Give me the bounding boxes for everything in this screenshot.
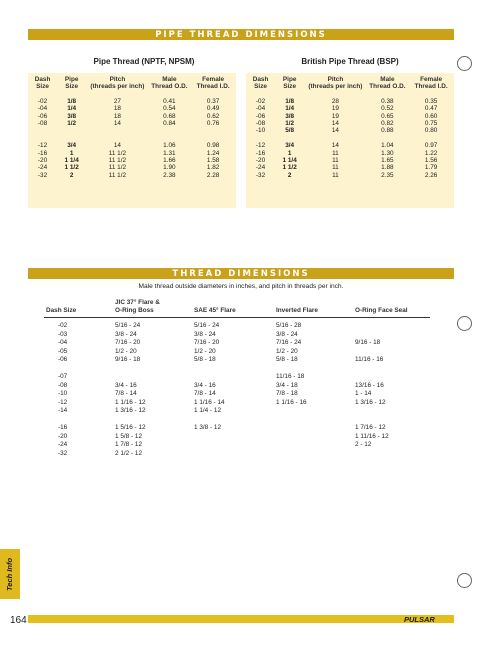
bsp-cell: -08 xyxy=(255,120,266,128)
bsp-cell: -20 xyxy=(255,157,266,165)
nptf-header-4-line2: Thread I.D. xyxy=(196,83,230,91)
dash-size-cell: -06 xyxy=(58,356,68,363)
thread-spec-cell: 7/8 - 18 xyxy=(276,390,298,397)
thread-spec-cell: 7/16 - 20 xyxy=(194,339,220,346)
bsp-cell: -04 xyxy=(255,105,266,113)
nptf-header-1-line2: Size xyxy=(65,83,79,91)
table-row xyxy=(28,172,236,179)
nptf-cell: 1.24 xyxy=(206,149,220,157)
nptf-cell: -02 xyxy=(37,97,48,105)
table-row xyxy=(246,164,454,171)
nptf-cell: 1.66 xyxy=(163,157,176,165)
bsp-cell xyxy=(275,135,304,142)
table-row xyxy=(246,172,454,179)
nptf-cell: -12 xyxy=(37,142,48,150)
nptf-cell: 1 1/2 xyxy=(64,164,79,172)
nptf-cell xyxy=(149,127,191,134)
bsp-header-3-line2: Thread O.D. xyxy=(369,83,406,91)
bsp-header-0-line1: Dash xyxy=(252,76,269,83)
thread-spec-cell: 1 - 14 xyxy=(355,390,372,397)
thread-section-subtitle: Male thread outside diameters in inches, and pitch in threads per inch. xyxy=(138,283,344,290)
thread-spec-cell: 5/16 - 24 xyxy=(115,322,141,329)
bsp-cell: 3/4 xyxy=(285,142,295,150)
nptf-cell: 0.68 xyxy=(163,112,176,120)
dash-size-cell: -24 xyxy=(58,441,68,448)
bsp-cell: 19 xyxy=(331,112,339,120)
thread-spec-cell: 1/2 - 20 xyxy=(115,347,137,355)
bsp-cell: 0.82 xyxy=(381,120,394,128)
thread-spec-cell: 1 7/16 - 12 xyxy=(355,424,386,431)
table-row xyxy=(28,142,236,149)
thread-spec-cell: 1 7/8 - 12 xyxy=(115,441,143,448)
nptf-cell: 1.90 xyxy=(163,164,176,172)
thread-spec-cell: 13/16 - 16 xyxy=(355,381,384,389)
nptf-header-0-line2: Size xyxy=(36,83,49,91)
nptf-cell: 0.49 xyxy=(206,105,220,113)
bsp-cell: 14 xyxy=(331,120,339,128)
table-row xyxy=(28,135,236,142)
nptf-table xyxy=(28,73,236,208)
bsp-cell: 11 xyxy=(332,157,339,165)
nptf-cell: 1/8 xyxy=(67,97,77,105)
nptf-cell: 1/4 xyxy=(67,105,77,113)
bsp-cell: 0.97 xyxy=(424,142,438,150)
thread-spec-cell: 3/8 - 24 xyxy=(115,330,137,338)
thread-spec-cell: 1/2 - 20 xyxy=(276,347,298,355)
tech-info-label-wrap xyxy=(0,549,20,599)
bsp-cell: 28 xyxy=(331,97,339,105)
thread-spec-cell: 7/8 - 14 xyxy=(115,390,137,397)
bsp-cell: 0.38 xyxy=(381,97,394,105)
nptf-cell: 11 1/2 xyxy=(108,149,127,157)
table-row xyxy=(28,113,236,120)
nptf-header-2-line1: Pitch xyxy=(109,76,126,83)
nptf-cell: 14 xyxy=(113,142,121,150)
thread-spec-cell: 1 5/16 - 12 xyxy=(115,424,146,431)
table-row xyxy=(28,164,236,171)
bsp-cell: 1/2 xyxy=(285,120,295,128)
thread-spec-cell: 5/8 - 18 xyxy=(276,356,298,363)
nptf-cell: 11 1/2 xyxy=(108,164,127,172)
nptf-cell: 14 xyxy=(113,120,121,128)
thread-spec-cell: 9/16 - 18 xyxy=(355,339,381,346)
bsp-table xyxy=(246,73,454,208)
page-number: 164 xyxy=(10,615,27,626)
bsp-cell: 0.52 xyxy=(381,105,394,113)
binder-hole-bottom xyxy=(457,573,472,588)
dash-size-cell: -10 xyxy=(58,390,68,397)
bsp-cell: 2 xyxy=(287,171,292,179)
bsp-cell: 1.04 xyxy=(381,142,394,150)
table-row xyxy=(28,157,236,164)
header-jic-line1: JIC 37° Flare & xyxy=(115,299,160,306)
bsp-cell: -24 xyxy=(255,164,266,172)
nptf-cell: -16 xyxy=(37,149,48,157)
nptf-cell: 0.98 xyxy=(206,142,220,150)
bsp-header-0-line2: Size xyxy=(254,83,267,91)
table-row xyxy=(246,113,454,120)
thread-spec-cell: 5/8 - 18 xyxy=(194,356,216,363)
table-row xyxy=(28,150,236,157)
nptf-header-2-line2: (threads per inch) xyxy=(90,83,145,91)
bsp-cell: 1 1/4 xyxy=(282,157,297,165)
nptf-cell xyxy=(86,135,148,142)
footer-bar xyxy=(28,615,454,623)
thread-spec-cell: 7/8 - 14 xyxy=(194,390,216,397)
pipe-thread-section-title: PIPE THREAD DIMENSIONS xyxy=(155,29,327,40)
thread-section-bar xyxy=(28,268,454,279)
bsp-header-2-line1: Pitch xyxy=(327,76,344,83)
dash-size-cell: -16 xyxy=(58,424,68,431)
bsp-cell xyxy=(246,135,275,142)
nptf-cell: 0.37 xyxy=(206,97,220,105)
nptf-cell xyxy=(28,127,57,134)
bsp-cell: 2.35 xyxy=(381,171,394,179)
bsp-cell: 14 xyxy=(331,127,339,135)
dash-size-cell: -20 xyxy=(58,432,68,440)
nptf-cell: 3/8 xyxy=(67,112,77,120)
nptf-cell: 1.58 xyxy=(206,157,220,165)
bsp-header-4-line2: Thread I.D. xyxy=(414,83,448,91)
thread-spec-cell: 3/8 - 24 xyxy=(276,330,298,338)
binder-hole-top xyxy=(457,56,472,71)
bsp-cell: -16 xyxy=(255,149,266,157)
nptf-header-3-line1: Male xyxy=(162,76,177,83)
table-row xyxy=(28,105,236,112)
thread-spec-cell: 7/16 - 24 xyxy=(276,339,302,346)
bsp-cell: 14 xyxy=(331,142,339,150)
bsp-header-4-line1: Female xyxy=(420,76,443,83)
brand-logo-text: PULSAR xyxy=(404,615,435,624)
nptf-cell: 11 1/2 xyxy=(108,171,127,179)
nptf-cell: 1 1/4 xyxy=(64,157,79,165)
thread-spec-cell: 11/16 - 18 xyxy=(276,373,305,380)
dash-size-cell: -07 xyxy=(58,373,68,380)
nptf-cell: 1.31 xyxy=(163,149,176,157)
thread-spec-cell: 1 1/16 - 16 xyxy=(276,398,307,406)
bsp-cell: 1/8 xyxy=(285,97,295,105)
table-row xyxy=(28,120,236,127)
nptf-cell: 2.38 xyxy=(163,171,176,179)
dash-size-cell: -32 xyxy=(58,449,68,457)
thread-spec-cell: 2 1/2 - 12 xyxy=(115,449,143,457)
bsp-cell: 1 1/2 xyxy=(282,164,297,172)
nptf-header-3-line2: Thread O.D. xyxy=(151,83,188,91)
header-inverted-flare: Inverted Flare xyxy=(276,307,318,314)
nptf-cell: -32 xyxy=(37,171,48,179)
bsp-header-1-line1: Pipe xyxy=(282,76,297,83)
table-row xyxy=(28,127,236,134)
nptf-cell: 3/4 xyxy=(67,142,77,150)
bsp-cell: 1.65 xyxy=(381,157,394,165)
nptf-cell: -06 xyxy=(37,112,48,120)
nptf-cell xyxy=(190,127,236,134)
table-row xyxy=(246,157,454,164)
thread-spec-cell: 3/4 - 18 xyxy=(276,381,298,389)
nptf-cell: 18 xyxy=(113,112,121,120)
table-row xyxy=(246,98,454,105)
bsp-header-1-line2: Size xyxy=(283,83,297,91)
nptf-title: Pipe Thread (NPTF, NPSM) xyxy=(93,57,195,66)
nptf-cell: 11 1/2 xyxy=(108,157,127,165)
thread-spec-cell: 2 - 12 xyxy=(355,441,372,448)
bsp-cell xyxy=(408,135,454,142)
table-row xyxy=(246,135,454,142)
bsp-cell: 0.75 xyxy=(424,120,438,128)
binder-hole-middle xyxy=(457,316,472,331)
thread-spec-cell: 1 3/16 - 12 xyxy=(355,398,386,406)
bsp-cell: 0.80 xyxy=(424,127,438,135)
dash-size-cell: -03 xyxy=(58,330,68,338)
nptf-cell: 1 xyxy=(69,149,74,157)
bsp-cell: 11 xyxy=(332,149,339,157)
thread-spec-cell: 1 1/16 - 14 xyxy=(194,398,225,406)
thread-spec-cell: 9/16 - 18 xyxy=(115,356,141,363)
thread-spec-cell: 5/16 - 24 xyxy=(194,322,220,329)
dash-size-cell: -02 xyxy=(58,322,68,329)
table-row xyxy=(246,105,454,112)
bsp-cell xyxy=(304,135,366,142)
bsp-cell: 19 xyxy=(331,105,339,113)
bsp-header-3-line1: Male xyxy=(380,76,395,83)
nptf-cell: -08 xyxy=(37,120,48,128)
thread-spec-cell: 1 1/16 - 12 xyxy=(115,398,146,406)
bsp-cell: 0.35 xyxy=(424,97,438,105)
dash-size-cell: -05 xyxy=(58,347,68,355)
nptf-cell: 18 xyxy=(113,105,121,113)
tech-info-label: Tech Info xyxy=(5,557,15,591)
bsp-cell: 0.47 xyxy=(424,105,438,113)
nptf-header-1-line1: Pipe xyxy=(64,76,79,83)
header-oring-face-seal: O-Ring Face Seal xyxy=(355,307,408,314)
thread-spec-cell: 1 11/16 - 12 xyxy=(355,432,389,440)
table-row xyxy=(246,142,454,149)
nptf-cell: 2.28 xyxy=(206,171,220,179)
bsp-cell: 11 xyxy=(332,171,339,179)
nptf-cell xyxy=(28,135,57,142)
thread-spec-cell: 3/4 - 16 xyxy=(194,381,216,389)
header-jic-line2: O-Ring Boss xyxy=(115,307,154,314)
bsp-cell: 0.60 xyxy=(424,112,438,120)
dash-size-cell: -12 xyxy=(58,398,68,406)
bsp-cell: 0.88 xyxy=(381,127,394,135)
nptf-header-0-line1: Dash xyxy=(34,76,51,83)
bsp-cell: 0.65 xyxy=(381,112,394,120)
thread-spec-cell: 1 1/4 - 12 xyxy=(194,407,222,414)
nptf-cell: 1/2 xyxy=(67,120,77,128)
bsp-cell: 1.22 xyxy=(424,149,438,157)
dash-size-cell: -04 xyxy=(58,339,68,346)
nptf-header-4-line1: Female xyxy=(202,76,225,83)
bsp-cell xyxy=(367,135,409,142)
header-sae-flare: SAE 45° Flare xyxy=(194,307,236,314)
nptf-cell: 0.54 xyxy=(163,105,176,113)
dash-size-cell: -08 xyxy=(58,381,68,389)
thread-spec-cell: 1 3/8 - 12 xyxy=(194,424,222,431)
bsp-cell: 1.30 xyxy=(381,149,394,157)
nptf-cell: 1.06 xyxy=(163,142,176,150)
bsp-cell: 5/8 xyxy=(285,127,295,135)
table-row xyxy=(246,120,454,127)
thread-spec-cell: 3/4 - 16 xyxy=(115,381,137,389)
bsp-cell: 1.56 xyxy=(424,157,438,165)
nptf-cell: 2 xyxy=(69,171,74,179)
bsp-cell: -06 xyxy=(255,112,266,120)
table-row xyxy=(28,98,236,105)
nptf-cell: 0.76 xyxy=(206,120,220,128)
bsp-cell: 3/8 xyxy=(285,112,295,120)
nptf-cell: 0.84 xyxy=(163,120,176,128)
nptf-cell: 27 xyxy=(113,97,121,105)
table-row xyxy=(246,150,454,157)
bsp-cell: 11 xyxy=(332,164,339,172)
bsp-cell: -10 xyxy=(255,127,266,135)
nptf-cell: -24 xyxy=(37,164,48,172)
thread-spec-cell: 11/16 - 16 xyxy=(355,356,384,363)
nptf-cell: -20 xyxy=(37,157,48,165)
thread-spec-cell: 7/16 - 20 xyxy=(115,339,141,346)
thread-spec-cell: 1 5/8 - 12 xyxy=(115,432,143,440)
bsp-cell: 1/4 xyxy=(285,105,295,113)
nptf-cell xyxy=(86,127,148,134)
bsp-cell: 1.88 xyxy=(381,164,394,172)
nptf-cell xyxy=(149,135,191,142)
nptf-cell: 0.41 xyxy=(163,97,176,105)
nptf-cell xyxy=(57,135,86,142)
thread-spec-cell: 3/8 - 24 xyxy=(194,330,216,338)
bsp-title: British Pipe Thread (BSP) xyxy=(301,57,399,66)
nptf-cell: 0.62 xyxy=(206,112,220,120)
thread-spec-cell: 5/16 - 28 xyxy=(276,322,302,329)
bsp-cell: 1 xyxy=(287,149,292,157)
bsp-cell: -32 xyxy=(255,171,266,179)
bsp-cell: -12 xyxy=(255,142,266,150)
bsp-header-2-line2: (threads per inch) xyxy=(308,83,363,91)
nptf-cell: -04 xyxy=(37,105,48,113)
bsp-cell: 2.26 xyxy=(424,171,438,179)
bsp-cell: 1.79 xyxy=(424,164,438,172)
header-divider xyxy=(44,317,430,318)
bsp-cell: -02 xyxy=(255,97,266,105)
table-row xyxy=(246,127,454,134)
thread-spec-cell: 1 3/16 - 12 xyxy=(115,407,146,414)
nptf-cell xyxy=(57,127,86,134)
nptf-cell: 1.82 xyxy=(206,164,220,172)
pipe-thread-section-bar xyxy=(28,29,454,40)
thread-section-title: THREAD DIMENSIONS xyxy=(172,268,310,279)
nptf-cell xyxy=(190,135,236,142)
thread-spec-cell: 1/2 - 20 xyxy=(194,347,216,355)
header-dash-size: Dash Size xyxy=(46,307,77,314)
dash-size-cell: -14 xyxy=(58,407,68,414)
